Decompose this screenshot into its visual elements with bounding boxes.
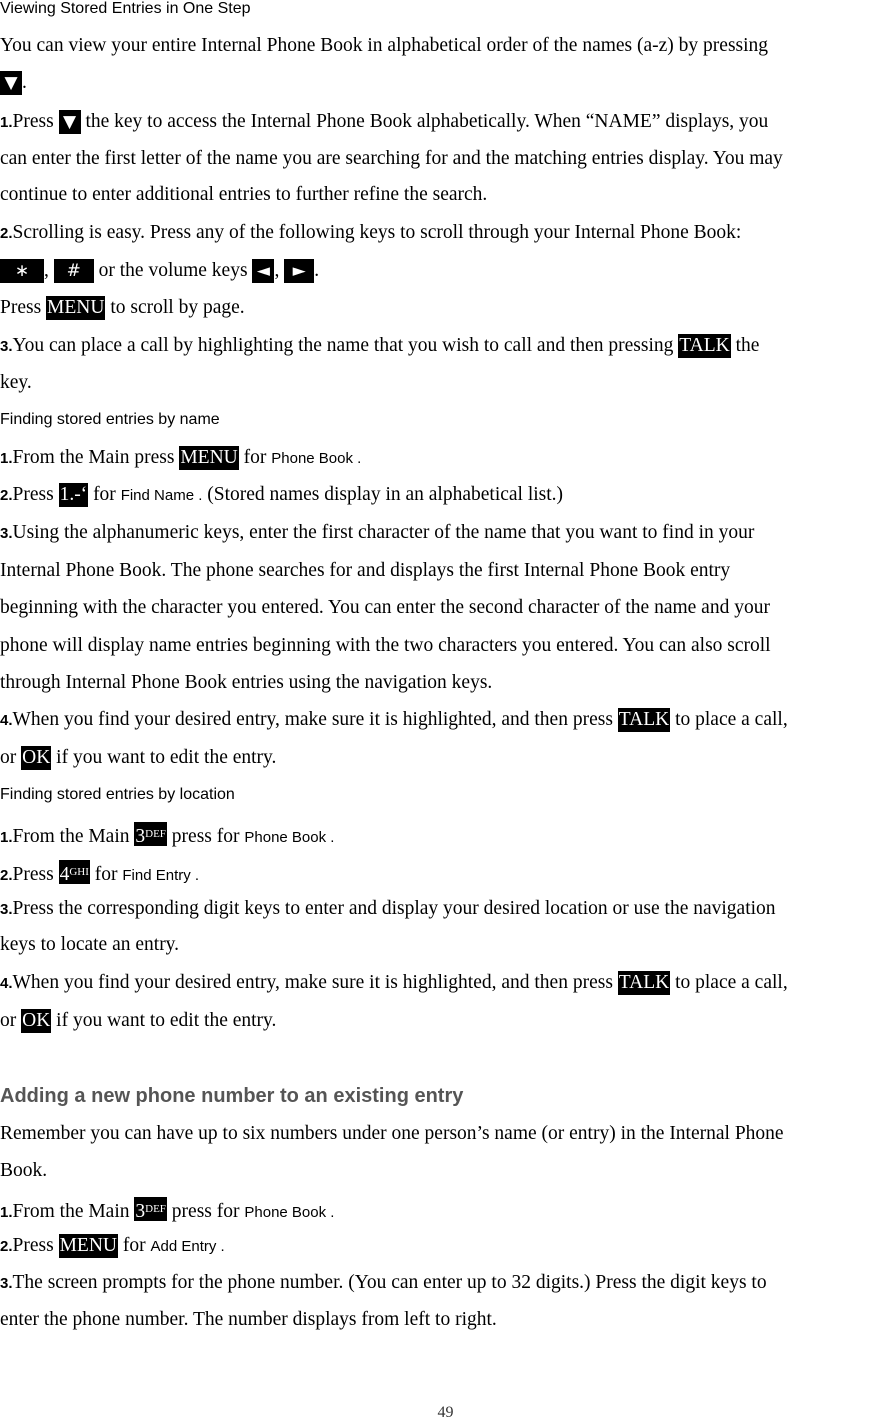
section-title-view: Viewing Stored Entries in One Step <box>0 0 251 17</box>
by-name-step-3-line3: beginning with the character you entered. You can enter the second character of the name and your <box>0 597 770 618</box>
view-step-1: 1.Press ▼ the key to access the Internal Phone Book alphabetically. When “NAME” displays, you <box>0 111 769 132</box>
view-step-1-line2: can enter the first letter of the name you are searching for and the matching entries display. You may <box>0 148 783 169</box>
section-title-by-name: Finding stored entries by name <box>0 411 220 428</box>
one-key: 1.-‘ <box>59 484 88 505</box>
section-title-add-number: Adding a new phone number to an existing entry <box>0 1085 464 1107</box>
down-arrow-key-icon: ▼ <box>0 71 22 95</box>
add-number-intro: Remember you can have up to six numbers under one person’s name (or entry) in the Internal Phone <box>0 1123 784 1144</box>
menu-key: MENU <box>59 1235 117 1256</box>
view-menu-line: Press MENU to scroll by page. <box>0 297 245 318</box>
right-arrow-key-icon: ► <box>284 259 314 283</box>
three-def-key: $3^{DEF}$ <box>134 822 167 846</box>
talk-key: TALK <box>618 709 670 730</box>
add-number-step-3-line2: enter the phone number. The number displays from left to right. <box>0 1309 497 1330</box>
talk-key: TALK <box>618 972 670 993</box>
by-name-step-1: 1.From the Main press MENU for Phone Book . <box>0 447 362 468</box>
talk-key: TALK <box>679 335 730 356</box>
hash-key-icon: # <box>54 259 94 283</box>
by-location-step-4: 4.When you find your desired entry, make sure it is highlighted, and then press TALK to place a call, <box>0 972 788 993</box>
add-number-step-2: 2.Press MENU for Add Entry . <box>0 1235 225 1256</box>
view-step-2: 2.Scrolling is easy. Press any of the following keys to scroll through your Internal Phone Book: <box>0 222 742 243</box>
by-name-step-3-line5: through Internal Phone Book entries using the navigation keys. <box>0 672 493 693</box>
view-intro-cont: ▼ . <box>0 70 27 96</box>
by-name-step-3-line4: phone will display name entries beginning with the two characters you entered. You can also scroll <box>0 635 771 656</box>
by-name-step-4: 4.When you find your desired entry, make sure it is highlighted, and then press TALK to place a call, <box>0 709 788 730</box>
down-arrow-key-icon: ▼ <box>59 110 81 134</box>
view-step-2-keys: ∗ , # or the volume keys ◄ , ► . <box>0 258 319 284</box>
view-step-3: 3.You can place a call by highlighting the name that you wish to call and then pressing TALK the <box>0 335 760 356</box>
section-title-by-location: Finding stored entries by location <box>0 786 235 803</box>
by-name-step-3: 3.Using the alphanumeric keys, enter the first character of the name that you want to find in your <box>0 522 755 543</box>
add-number-intro-line2: Book. <box>0 1160 48 1181</box>
menu-key: MENU <box>180 447 238 468</box>
view-step-1-line3: continue to enter additional entries to further refine the search. <box>0 184 488 205</box>
add-number-step-1: 1.From the Main $3^{DEF}$ press for Phone Book . <box>0 1197 334 1223</box>
menu-key: MENU <box>47 297 105 318</box>
ok-key: OK <box>22 747 51 768</box>
by-name-step-2: 2.Press 1.-‘ for Find Name . (Stored names display in an alphabetical list.) <box>0 484 564 505</box>
by-location-step-1: 1.From the Main $3^{DEF}$ press for Phone Book . <box>0 822 334 848</box>
add-number-step-3: 3.The screen prompts for the phone number. (You can enter up to 32 digits.) Press the digit keys to <box>0 1272 767 1293</box>
ok-key: OK <box>22 1010 51 1031</box>
by-name-step-4-line2: or OK if you want to edit the entry. <box>0 747 277 768</box>
by-location-step-3-line2: keys to locate an entry. <box>0 934 180 955</box>
by-location-step-2: 2.Press $4^{GHI}$ for Find Entry . <box>0 860 199 886</box>
four-ghi-key: $4^{GHI}$ <box>59 860 90 884</box>
star-key-icon: ∗ <box>0 259 44 283</box>
by-location-step-3: 3.Press the corresponding digit keys to enter and display your desired location or use the navigation <box>0 898 776 919</box>
three-def-key: $3^{DEF}$ <box>134 1197 167 1221</box>
by-location-step-4-line2: or OK if you want to edit the entry. <box>0 1010 277 1031</box>
view-step-3-line2: key. <box>0 372 32 393</box>
page-number: 49 <box>437 1404 454 1421</box>
left-arrow-key-icon: ◄ <box>252 259 274 283</box>
by-name-step-3-line2: Internal Phone Book. The phone searches for and displays the first Internal Phone Book entry <box>0 560 731 581</box>
view-intro: You can view your entire Internal Phone Book in alphabetical order of the names (a-z) by pressing <box>0 35 769 56</box>
